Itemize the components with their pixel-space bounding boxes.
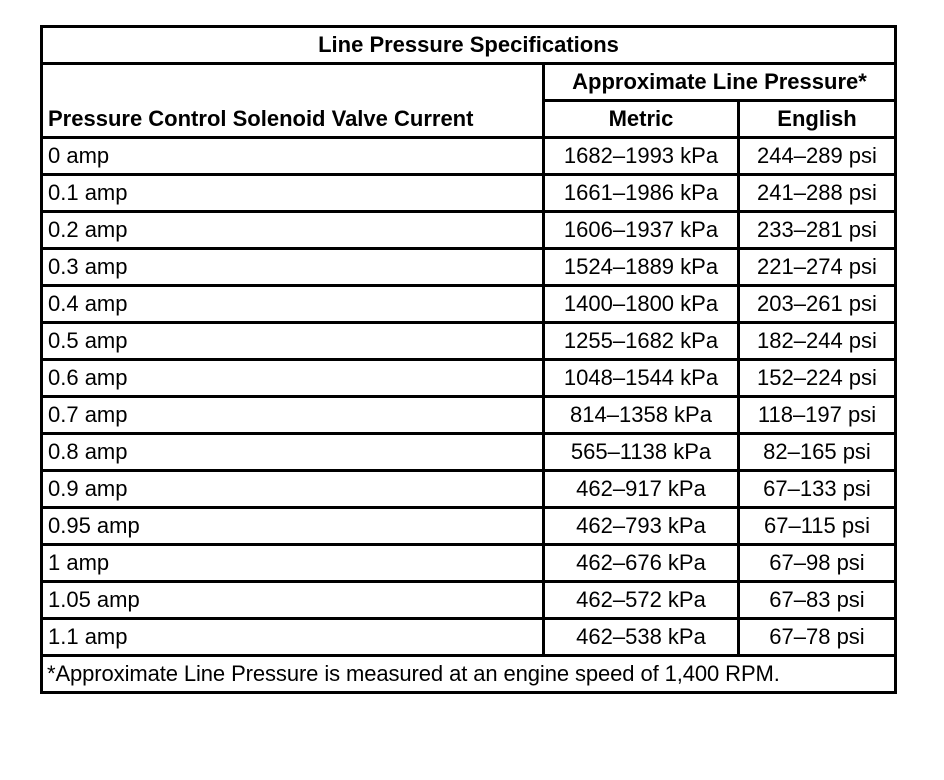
table-row	[42, 434, 896, 471]
line-pressure-spec-table	[40, 25, 897, 694]
table-title: Line Pressure Specifications	[42, 27, 896, 64]
cell-english: 241–288 psi	[739, 175, 896, 212]
cell-english: 118–197 psi	[739, 397, 896, 434]
cell-current: 1.05 amp	[42, 582, 544, 619]
cell-current: 0.95 amp	[42, 508, 544, 545]
cell-metric: 462–572 kPa	[544, 582, 739, 619]
cell-current: 1.1 amp	[42, 619, 544, 656]
cell-english: 82–165 psi	[739, 434, 896, 471]
cell-current: 0.8 amp	[42, 434, 544, 471]
table-row	[42, 175, 896, 212]
cell-english: 67–98 psi	[739, 545, 896, 582]
cell-english: 233–281 psi	[739, 212, 896, 249]
table-row	[42, 286, 896, 323]
cell-english: 67–133 psi	[739, 471, 896, 508]
footnote-row	[42, 656, 896, 693]
cell-current: 0.3 amp	[42, 249, 544, 286]
table-row	[42, 138, 896, 175]
table-row	[42, 582, 896, 619]
cell-english: 182–244 psi	[739, 323, 896, 360]
table-row	[42, 471, 896, 508]
table-row	[42, 397, 896, 434]
cell-current: 0.4 amp	[42, 286, 544, 323]
table-row	[42, 360, 896, 397]
cell-current: 0.2 amp	[42, 212, 544, 249]
table-row	[42, 249, 896, 286]
cell-metric: 1524–1889 kPa	[544, 249, 739, 286]
cell-english: 221–274 psi	[739, 249, 896, 286]
table-row	[42, 508, 896, 545]
cell-current: 0.1 amp	[42, 175, 544, 212]
cell-metric: 462–538 kPa	[544, 619, 739, 656]
cell-english: 67–115 psi	[739, 508, 896, 545]
cell-current: 0.9 amp	[42, 471, 544, 508]
column-group-header-line-pressure: Approximate Line Pressure*	[544, 64, 896, 101]
cell-metric: 565–1138 kPa	[544, 434, 739, 471]
cell-current: 0.5 amp	[42, 323, 544, 360]
table-body	[42, 138, 896, 656]
cell-metric: 1255–1682 kPa	[544, 323, 739, 360]
cell-english: 67–83 psi	[739, 582, 896, 619]
cell-metric: 814–1358 kPa	[544, 397, 739, 434]
table-title-row	[42, 27, 896, 64]
cell-metric: 462–676 kPa	[544, 545, 739, 582]
cell-metric: 1400–1800 kPa	[544, 286, 739, 323]
cell-english: 67–78 psi	[739, 619, 896, 656]
cell-metric: 462–793 kPa	[544, 508, 739, 545]
column-header-current: Pressure Control Solenoid Valve Current	[42, 64, 544, 138]
cell-metric: 1682–1993 kPa	[544, 138, 739, 175]
column-header-metric: Metric	[544, 101, 739, 138]
cell-metric: 1661–1986 kPa	[544, 175, 739, 212]
column-header-english: English	[739, 101, 896, 138]
table-row	[42, 619, 896, 656]
cell-current: 0.6 amp	[42, 360, 544, 397]
cell-english: 203–261 psi	[739, 286, 896, 323]
cell-metric: 1606–1937 kPa	[544, 212, 739, 249]
footnote: *Approximate Line Pressure is measured at an engine speed of 1,400 RPM.	[42, 656, 896, 693]
cell-english: 244–289 psi	[739, 138, 896, 175]
cell-current: 0.7 amp	[42, 397, 544, 434]
cell-english: 152–224 psi	[739, 360, 896, 397]
cell-metric: 1048–1544 kPa	[544, 360, 739, 397]
table-row	[42, 545, 896, 582]
header-row-1	[42, 64, 896, 101]
table-row	[42, 323, 896, 360]
cell-current: 0 amp	[42, 138, 544, 175]
cell-current: 1 amp	[42, 545, 544, 582]
table-row	[42, 212, 896, 249]
cell-metric: 462–917 kPa	[544, 471, 739, 508]
